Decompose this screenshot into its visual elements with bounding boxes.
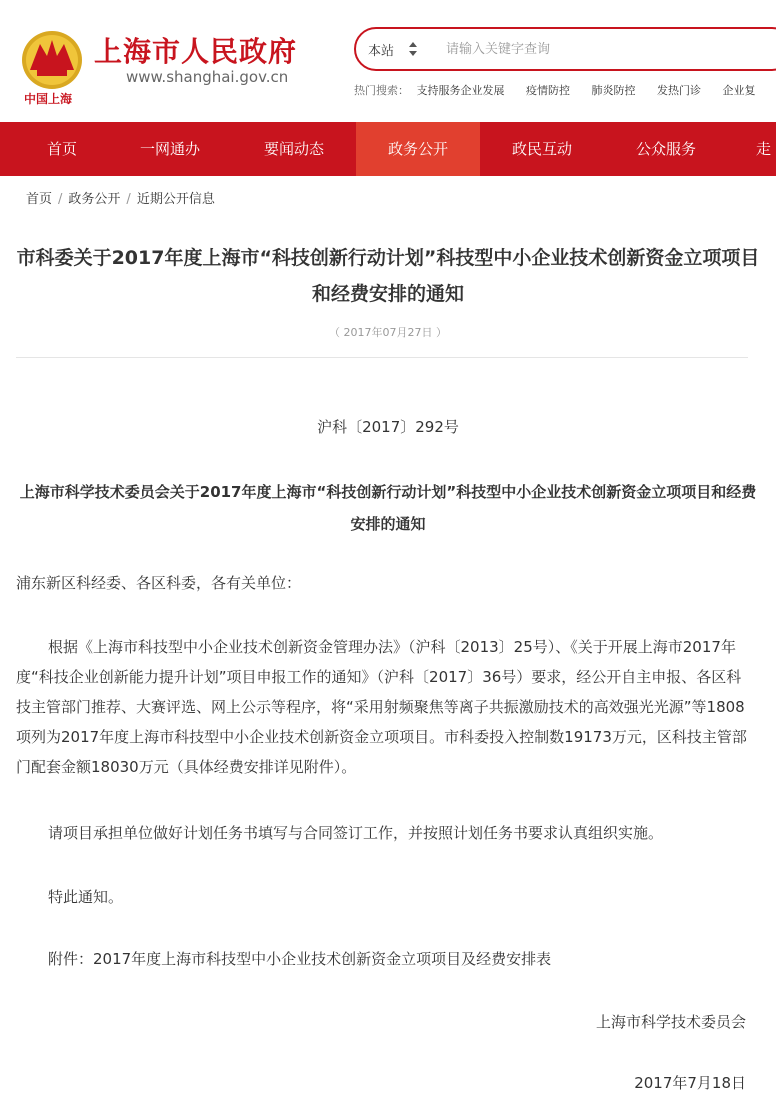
breadcrumb-separator: / — [126, 192, 131, 207]
body-paragraph: 根据《上海市科技型中小企业技术创新资金管理办法》（沪科〔2013〕25号）、《关于开展上海市2017年度“科技企业创新能力提升计划”项目申报工作的通知》（沪科〔2017〕36号）要求，经公开自主申报、各区科技主管部门推荐、大赛评选、网上公示等程序，将“采用射频聚焦等离子共振激励技术的高效强光光源”等1808项列为2017年度上海市科技型中小企业技术创新资金立项项目。市科委投入控制数19173万元，区科技主管部门配套金额18030万元（具体经费安排详见附件）。 — [16, 638, 747, 776]
search-scope-select[interactable]: 本站 — [368, 44, 395, 59]
site-url: www.shanghai.gov.cn — [126, 68, 289, 86]
body-paragraph: 请项目承担单位做好计划任务书填写与合同签订工作，并按照计划任务书要求认真组织实施。 — [48, 824, 664, 842]
hot-search-link[interactable]: 企业复 — [722, 84, 756, 97]
nav-item-interaction[interactable]: 政民互动 — [511, 140, 572, 158]
nav-item-news[interactable]: 要闻动态 — [263, 140, 324, 158]
logo-caption: 中国上海 — [24, 92, 73, 106]
body-paragraph: 特此通知。 — [48, 888, 124, 906]
signature-date: 2017年7月18日 — [634, 1074, 746, 1092]
breadcrumb-home[interactable]: 首页 — [26, 192, 53, 207]
hot-search-link[interactable]: 发热门诊 — [657, 84, 701, 97]
site-title[interactable]: 上海市人民政府 — [94, 35, 298, 68]
document-number: 沪科〔2017〕292号 — [317, 418, 459, 436]
nav-item-home[interactable]: 首页 — [46, 140, 77, 158]
nav-item-more[interactable]: 走 — [756, 140, 772, 158]
title-divider — [16, 357, 748, 358]
sort-arrows-icon[interactable] — [408, 38, 418, 60]
search-box — [354, 27, 776, 71]
nav-item-one-network[interactable]: 一网通办 — [139, 140, 200, 158]
article-title: 市科委关于2017年度上海市“科技创新行动计划”科技型中小企业技术创新资金立项项目和经费安排的通知 — [16, 247, 760, 305]
hot-search-link[interactable]: 肺炎防控 — [591, 84, 636, 97]
breadcrumb-separator: / — [58, 192, 63, 207]
main-nav — [0, 122, 776, 176]
publish-date: （ 2017年07月27日 ） — [329, 326, 447, 339]
attachment-note: 附件：2017年度上海市科技型中小企业技术创新资金立项项目及经费安排表 — [48, 950, 552, 968]
hot-search-link[interactable]: 疫情防控 — [526, 84, 570, 97]
hot-search-bar — [354, 82, 776, 98]
document-title: 上海市科学技术委员会关于2017年度上海市“科技创新行动计划”科技型中小企业技术创新资金立项项目和经费安排的通知 — [19, 483, 757, 533]
signature: 上海市科学技术委员会 — [595, 1013, 746, 1031]
hot-search-label: 热门搜索： — [354, 84, 409, 97]
nav-item-gov-affairs[interactable]: 政务公开 — [356, 122, 480, 176]
hot-search-link[interactable]: 支持服务企业发展 — [416, 84, 505, 97]
addressee: 浦东新区科经委、各区科委，各有关单位： — [16, 574, 302, 592]
breadcrumb-recent-info[interactable]: 近期公开信息 — [136, 192, 215, 207]
site-header — [0, 0, 776, 122]
search-input[interactable] — [446, 37, 746, 61]
breadcrumb — [26, 188, 215, 207]
breadcrumb-gov-affairs[interactable]: 政务公开 — [68, 192, 121, 207]
nav-item-public-service[interactable]: 公众服务 — [635, 140, 696, 158]
